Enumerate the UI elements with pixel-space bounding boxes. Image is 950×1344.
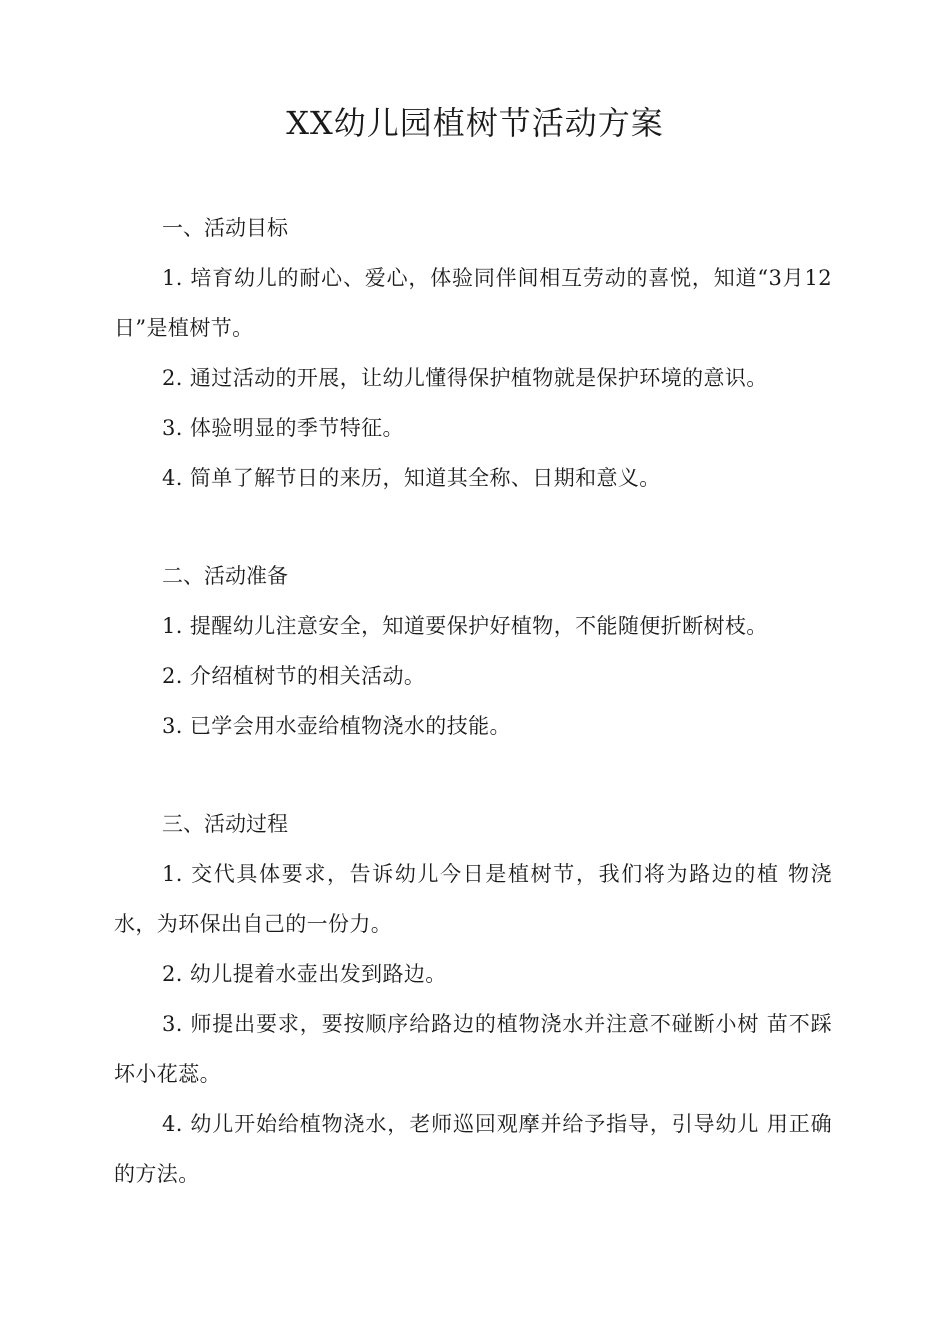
list-item: 2. 通过活动的开展，让幼儿懂得保护植物就是保护环境的意识。: [162, 366, 768, 390]
list-item: 1. 提醒幼儿注意安全，知道要保护好植物，不能随便折断树枝。: [162, 614, 768, 638]
section-process: [114, 799, 832, 1199]
section-goals: [114, 203, 832, 503]
section-heading: 一、活动目标: [162, 216, 288, 240]
section-preparation: [114, 551, 832, 751]
section-spacer: [114, 503, 832, 551]
list-item: 3. 已学会用水壶给植物浇水的技能。: [162, 714, 511, 738]
section-heading: 二、活动准备: [162, 564, 288, 588]
list-item: 1. 交代具体要求，告诉幼儿今日是植树节，我们将为路边的植 物浇水，为环保出自己的一份力。: [114, 862, 832, 936]
list-item: 1. 培育幼儿的耐心、爱心，体验同伴间相互劳动的喜悦，知道“3月12日”是植树节。: [114, 266, 832, 340]
section-spacer: [114, 751, 832, 799]
document-body: [114, 203, 832, 1199]
list-item: 2. 介绍植树节的相关活动。: [162, 664, 426, 688]
list-item: 3. 体验明显的季节特征。: [162, 416, 404, 440]
section-heading: 三、活动过程: [162, 812, 288, 836]
list-item: 4. 幼儿开始给植物浇水，老师巡回观摩并给予指导，引导幼儿 用正确的方法。: [114, 1112, 832, 1186]
list-item: 4. 简单了解节日的来历，知道其全称、日期和意义。: [162, 466, 661, 490]
list-item: 2. 幼儿提着水壶出发到路边。: [162, 962, 447, 986]
document-title: XX幼儿园植树节活动方案: [286, 104, 664, 142]
list-item: 3. 师提出要求，要按顺序给路边的植物浇水并注意不碰断小树 苗不踩坏小花蕊。: [114, 1012, 832, 1086]
